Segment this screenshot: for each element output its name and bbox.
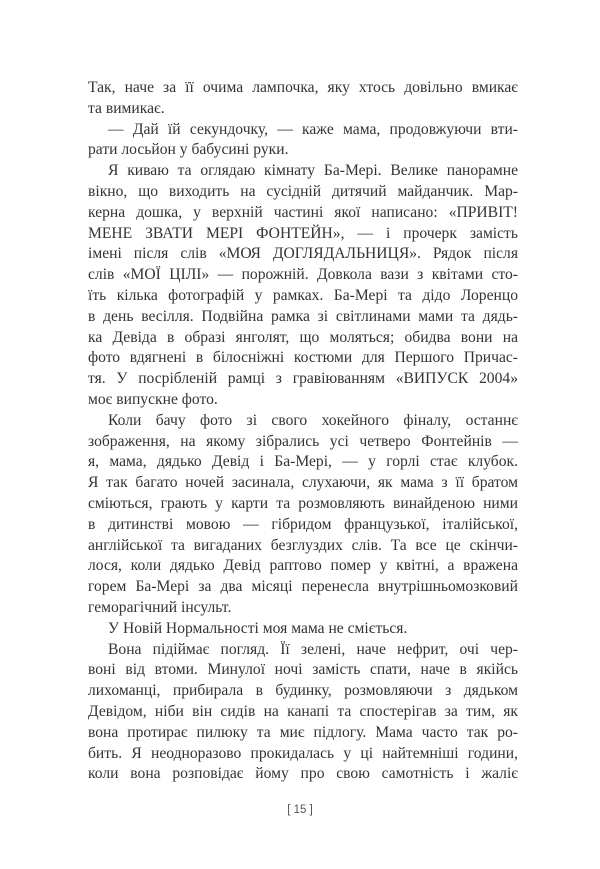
text-line: бить. Я неодноразово прокидалась у ці найтемніші години,: [88, 744, 518, 762]
text-line: я, мама, дядько Девід і Ба-Мері, — у горлі стає клубок.: [88, 453, 518, 471]
text-line: та вимикає.: [88, 99, 165, 117]
text-line: англійської та вигаданих безглуздих слів. Та все це скінчи-: [88, 536, 518, 554]
text-line: зображення, на якому зібрались усі четверо Фонтейнів —: [88, 432, 518, 450]
text-line: рати лосьйон у бабусині руки.: [88, 141, 289, 159]
text-line: моє випускне фото.: [88, 390, 218, 408]
text-line: геморагічний інсульт.: [88, 598, 232, 616]
text-line: Так, наче за її очима лампочка, яку хтось довільно вмикає: [88, 79, 518, 96]
text-line: сміються, грають у карти та розмовляють винайденою ними: [88, 494, 518, 512]
text-line: коли вона розповідає йому про свою самотність і жаліє: [88, 765, 518, 783]
text-line: лихоманці, прибирала в будинку, розмовляючи з дядьком: [88, 682, 518, 700]
text-line: в день весілля. Подвійна рамка зі світлинами мами та дядь-: [88, 307, 518, 325]
text-line: воні від втоми. Минулої ночі замість спати, наче в якійсь: [88, 661, 518, 679]
text-line: імені після слів «МОЯ ДОГЛЯДАЛЬНИЦЯ». Рядок після: [88, 245, 518, 263]
page-number: [ 15 ]: [287, 804, 313, 816]
text-line: слів «МОЇ ЦІЛІ» — порожній. Довкола вази з квітами сто-: [88, 266, 518, 284]
text-line: Коли бачу фото зі свого хокейного фіналу, останнє: [108, 411, 518, 429]
text-line: Я так багато ночей засинала, слухаючи, як мама з її братом: [88, 474, 518, 492]
body-text: [88, 78, 518, 785]
text-line: тя. У посрібленій рамці з гравіюванням «ВИПУСК 2004»: [88, 370, 518, 388]
text-line: їть кілька фотографій у рамках. Ба-Мері та дідо Лоренцо: [88, 286, 518, 304]
text-line: ка Девіда в образі янголят, що моляться; обидва вони на: [88, 328, 518, 346]
text-line: вікно, що виходить на сусідній дитячий майданчик. Мар-: [88, 182, 518, 200]
text-line: МЕНЕ ЗВАТИ МЕРІ ФОНТЕЙН», — і прочерк замість: [88, 224, 518, 242]
text-line: — Дай їй секундочку, — каже мама, продовжуючи вти-: [108, 120, 518, 138]
text-line: Вона підіймає погляд. Її зелені, наче нефрит, очі чер-: [108, 640, 518, 658]
text-line: лося, коли дядько Девід раптово помер у квітні, а вражена: [88, 557, 518, 575]
text-line: фото вдягнені в білосніжні костюми для Першого Причас-: [88, 349, 518, 367]
text-line: вона протирає пилюку та миє підлогу. Мама часто так ро-: [88, 723, 518, 741]
text-line: Я киваю та оглядаю кімнату Ба-Мері. Велике панорамне: [108, 162, 518, 180]
text-line: керна дошка, у верхній частині якої написано: «ПРИВІТ!: [88, 203, 518, 221]
text-line: У Новій Нормальності моя мама не сміється.: [108, 619, 408, 637]
text-line: в дитинстві мовою — гібридом французької, італійської,: [88, 515, 518, 533]
text-line: Девідом, ніби він сидів на канапі та спостерігав за тим, як: [88, 702, 518, 720]
text-line: горем Ба-Мері за два місяці перенесла внутрішньомозковий: [88, 578, 518, 596]
